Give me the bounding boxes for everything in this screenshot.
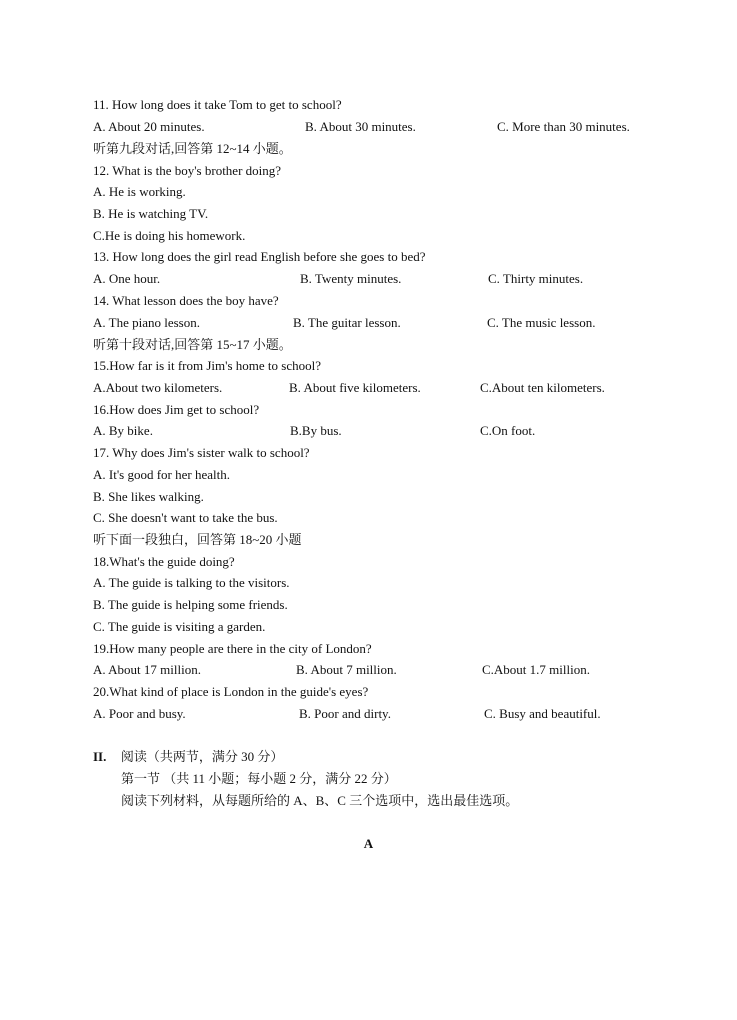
option-a: A. By bike. (93, 423, 153, 438)
option-a: A.About two kilometers. (93, 380, 223, 395)
question-14: 14. What lesson does the boy have? (93, 293, 279, 308)
option-c: C.He is doing his homework. (93, 228, 246, 243)
option-c: C. Thirty minutes. (488, 271, 584, 286)
option-b: B. She likes walking. (93, 489, 204, 504)
option-c: C. The music lesson. (487, 315, 596, 330)
option-a: A. Poor and busy. (93, 706, 186, 721)
option-c: C.About ten kilometers. (480, 380, 605, 395)
option-b: B. He is watching TV. (93, 206, 209, 221)
question-19: 19.How many people are there in the city of London? (93, 641, 372, 656)
question-13: 13. How long does the girl read English before she goes to bed? (93, 249, 426, 264)
part-number: II. (93, 749, 107, 764)
part-title: 阅读（共两节，满分 30 分） (120, 749, 284, 764)
option-b: B. About 7 million. (296, 662, 397, 677)
option-b: B. Twenty minutes. (300, 271, 402, 286)
question-18: 18.What's the guide doing? (93, 554, 235, 569)
option-c: C. Busy and beautiful. (484, 706, 601, 721)
question-11: 11. How long does it take Tom to get to school? (93, 97, 342, 112)
option-b: B. The guitar lesson. (293, 315, 401, 330)
section-heading-9: 听第九段对话,回答第 12~14 小题。 (93, 141, 292, 156)
option-a: A. It's good for her health. (93, 467, 231, 482)
option-b: B. The guide is helping some friends. (93, 597, 288, 612)
reading-instruction: 阅读下列材料，从每题所给的 A、B、C 三个选项中，选出最佳选项。 (121, 793, 519, 808)
option-c: C.On foot. (480, 423, 536, 438)
option-c: C.About 1.7 million. (482, 662, 590, 677)
section-heading-10: 听第十段对话,回答第 15~17 小题。 (93, 337, 292, 352)
question-15: 15.How far is it from Jim's home to school? (93, 358, 322, 373)
option-b: B. Poor and dirty. (299, 706, 391, 721)
question-12: 12. What is the boy's brother doing? (93, 163, 282, 178)
option-c: C. She doesn't want to take the bus. (93, 510, 278, 525)
option-a: A. One hour. (93, 271, 161, 286)
section-one-heading: 第一节 （共 11 小题；每小题 2 分，满分 22 分） (121, 771, 397, 786)
option-a: A. About 20 minutes. (93, 119, 205, 134)
question-17: 17. Why does Jim's sister walk to school? (93, 445, 310, 460)
question-16: 16.How does Jim get to school? (93, 402, 260, 417)
option-a: A. The guide is talking to the visitors. (93, 575, 290, 590)
section-heading-monologue: 听下面一段独白，回答第 18~20 小题 (93, 532, 302, 547)
option-b: B.By bus. (290, 423, 342, 438)
option-c: C. More than 30 minutes. (497, 119, 630, 134)
question-20: 20.What kind of place is London in the guide's eyes? (93, 684, 369, 699)
option-b: B. About 30 minutes. (305, 119, 416, 134)
passage-label: A (363, 836, 374, 851)
option-c: C. The guide is visiting a garden. (93, 619, 266, 634)
option-a: A. He is working. (93, 184, 186, 199)
option-b: B. About five kilometers. (289, 380, 421, 395)
option-a: A. About 17 million. (93, 662, 201, 677)
option-a: A. The piano lesson. (93, 315, 200, 330)
part-heading (93, 749, 283, 765)
